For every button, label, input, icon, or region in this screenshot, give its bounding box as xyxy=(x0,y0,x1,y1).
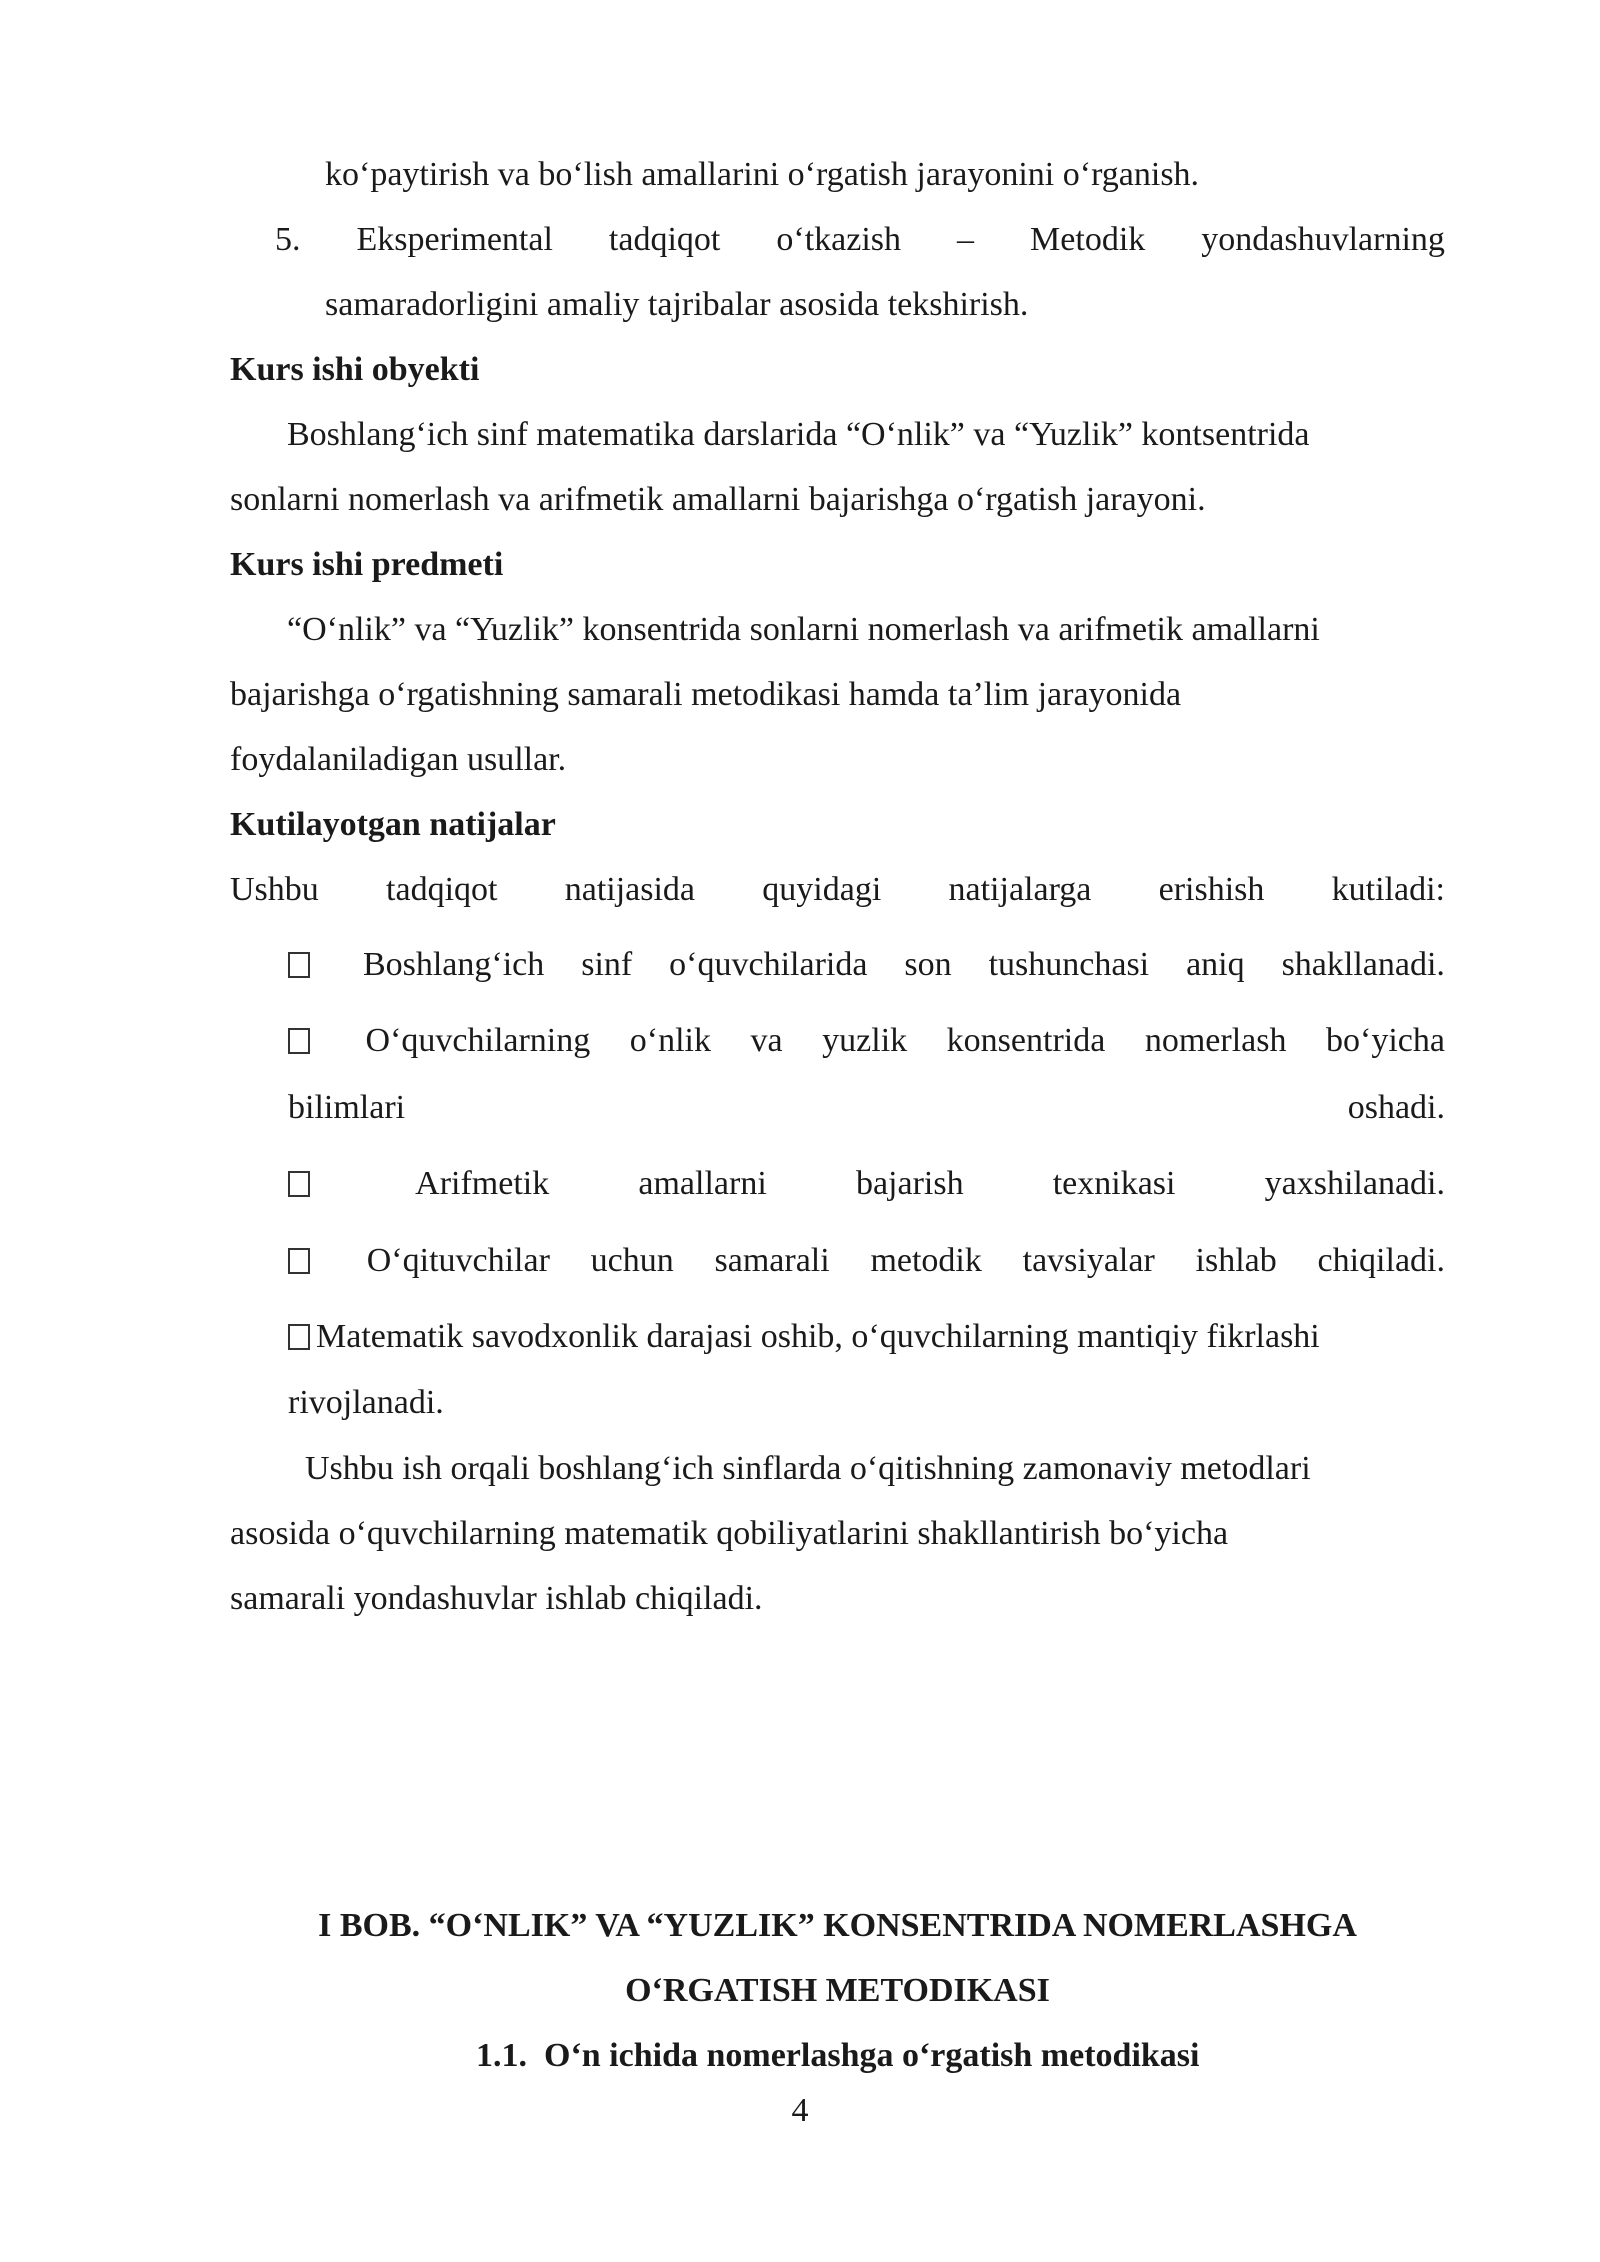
list-word: o‘tkazish xyxy=(776,221,902,258)
bullet-word: samarali xyxy=(714,1242,830,1279)
list-word: Metodik xyxy=(1030,221,1146,258)
object-heading: Kurs ishi obyekti xyxy=(230,351,480,388)
bullet-word: O‘quvchilarning xyxy=(365,1022,591,1059)
bullet-word: aniq xyxy=(1186,946,1245,983)
bullet-word: yuzlik xyxy=(822,1022,908,1059)
bullet-word: tavsiyalar xyxy=(1022,1242,1155,1279)
results-heading: Kutilayotgan natijalar xyxy=(230,806,556,843)
bullet-word: tushunchasi xyxy=(988,946,1150,983)
list-word: tadqiqot xyxy=(608,221,721,258)
result-bullet-2-cont xyxy=(288,1075,1445,1141)
bullet-box-icon xyxy=(288,1028,310,1054)
bullet-word: O‘qituvchilar xyxy=(366,1242,550,1279)
bullet-word: konsentrida xyxy=(946,1022,1106,1059)
object-line1: Boshlang‘ich sinf matematika darslarida “O‘nlik” va “Yuzlik” kontsentrida xyxy=(287,416,1310,453)
bullet-word: sinf xyxy=(581,946,633,983)
list-word: – xyxy=(957,221,975,258)
list-word: yondashuvlarning xyxy=(1201,221,1445,258)
bullet-box-icon xyxy=(288,1324,310,1350)
bullet-word: Arifmetik xyxy=(415,1165,550,1202)
bullet-word: bo‘yicha xyxy=(1326,1022,1445,1059)
chapter-title-line1: I BOB. “O‘NLIK” VA “YUZLIK” KONSENTRIDA NOMERLASHGA xyxy=(318,1907,1357,1944)
intro-word: kutiladi: xyxy=(1331,871,1445,908)
list-item-5-number: 5. xyxy=(275,221,301,258)
bullet-word: yaxshilanadi. xyxy=(1264,1165,1445,1202)
bullet-word: nomerlash xyxy=(1144,1022,1287,1059)
bullet-word: o‘quvchilarida xyxy=(669,946,868,983)
bullet-word: bajarish xyxy=(855,1165,964,1202)
bullet-word: uchun xyxy=(590,1242,674,1279)
bullet-text: Matematik savodxonlik darajasi oshib, o‘quvchilarning mantiqiy fikrlashi xyxy=(316,1318,1320,1355)
result-bullet-2 xyxy=(288,1008,1445,1074)
list-item-5 xyxy=(275,207,1445,273)
list-item-4-continuation: ko‘paytirish va bo‘lish amallarini o‘rgatish jarayonini o‘rganish. xyxy=(325,156,1200,193)
bullet-word: texnikasi xyxy=(1052,1165,1176,1202)
result-bullet-3 xyxy=(288,1151,1445,1217)
bullet-word: Boshlang‘ich xyxy=(362,946,545,983)
summary-line1: Ushbu ish orqali boshlang‘ich sinflarda o‘qitishning zamonaviy metodlari xyxy=(305,1450,1311,1487)
summary-line2: asosida o‘quvchilarning matematik qobiliyatlarini shakllantirish bo‘yicha xyxy=(230,1515,1229,1552)
bullet-word: va xyxy=(750,1022,783,1059)
bullet-box-icon xyxy=(288,1171,310,1197)
section-title: O‘n ichida nomerlashga o‘rgatish metodikasi xyxy=(544,2037,1200,2074)
result-bullet-5-cont: rivojlanadi. xyxy=(288,1384,444,1421)
subject-line1: “O‘nlik” va “Yuzlik” konsentrida sonlarni nomerlash va arifmetik amallarni xyxy=(287,611,1320,648)
bullet-word: chiqiladi. xyxy=(1317,1242,1445,1279)
bullet-word: o‘nlik xyxy=(629,1022,711,1059)
bullet-box-icon xyxy=(288,1248,310,1274)
bullet-word: son xyxy=(904,946,952,983)
intro-word: natijasida xyxy=(564,871,696,908)
section-number: 1.1. xyxy=(476,2037,527,2074)
bullet-word: oshadi. xyxy=(1347,1089,1445,1126)
bullet-word: bilimlari xyxy=(288,1089,406,1126)
bullet-word: amallarni xyxy=(638,1165,767,1202)
subject-line2: bajarishga o‘rgatishning samarali metodikasi hamda ta’lim jarayonida xyxy=(230,676,1182,713)
results-intro xyxy=(230,857,1445,923)
intro-word: erishish xyxy=(1158,871,1265,908)
result-bullet-4 xyxy=(288,1228,1445,1294)
bullet-word: metodik xyxy=(870,1242,982,1279)
result-bullet-1 xyxy=(288,932,1445,998)
summary-line3: samarali yondashuvlar ishlab chiqiladi. xyxy=(230,1580,763,1617)
intro-word: Ushbu xyxy=(230,871,319,908)
object-line2: sonlarni nomerlash va arifmetik amallarni bajarishga o‘rgatish jarayoni. xyxy=(230,481,1206,518)
page-number: 4 xyxy=(791,2092,809,2129)
intro-word: quyidagi xyxy=(762,871,882,908)
bullet-word: shakllanadi. xyxy=(1281,946,1445,983)
list-item-5-line2: samaradorligini amaliy tajribalar asosida tekshirish. xyxy=(325,286,1029,323)
bullet-box-icon xyxy=(288,952,310,978)
subject-line3: foydalaniladigan usullar. xyxy=(230,741,567,778)
list-word: Eksperimental xyxy=(356,221,553,258)
subject-heading: Kurs ishi predmeti xyxy=(230,546,504,583)
bullet-word: ishlab xyxy=(1195,1242,1277,1279)
result-bullet-5 xyxy=(288,1304,1445,1370)
intro-word: tadqiqot xyxy=(386,871,498,908)
intro-word: natijalarga xyxy=(948,871,1092,908)
chapter-title-line2: O‘RGATISH METODIKASI xyxy=(625,1972,1050,2009)
